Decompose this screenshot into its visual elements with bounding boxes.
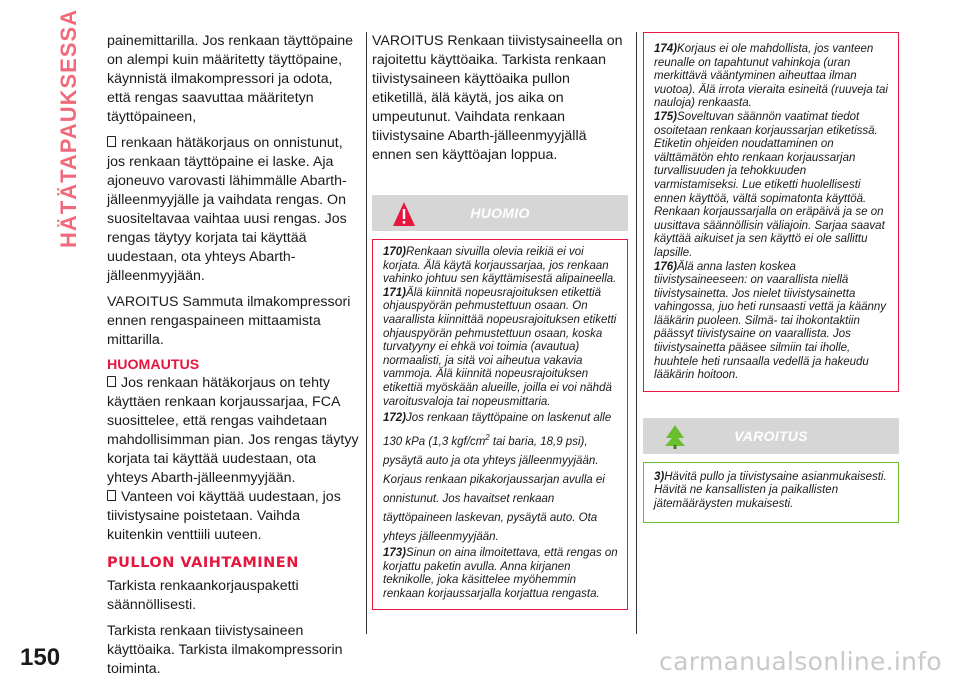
column-divider [366,32,367,634]
warning-box [372,239,628,610]
note-172: 172)Jos renkaan täyttöpaine on laskenut alle 130 kPa (1,3 kgf/$cm^2$ tai baria, 18,9 psi), pysäytä auto ja ota yhteys jälleenmyyjään. Korjaus renkaan pikakorjaussarjan avulla ei onnistunut. Jos havaitset renkaan täyttöpaineen laskevan, pysäytä auto. Ota yhteys jälleenmyyjään. [383,412,612,543]
page-number: 150 [20,644,61,671]
environment-tree-icon [663,424,687,450]
note-env-3: 3)Hävitä pullo ja tiivistysaine asianmukaisesti. Hävitä ne kansallisten ja paikallisten jätemääräysten mukaisesti. [654,470,887,511]
environment-box [643,462,899,523]
note-174: 174)Korjaus ei ole mahdollista, jos vanteen reunalle on tapahtunut vahinkoja (uran merkittävä vääntyminen aiheuttaa ilman vuotoa). Älä irrota vieraita esineitä (ruuveja tai nauloja) renkaasta. [654,43,888,110]
bullet-icon [107,490,117,502]
environment-header [643,418,899,454]
bullet-icon [107,376,117,388]
paragraph: painemittarilla. Jos renkaan täyttöpaine on alempi kuin määritetty täyttöpaine, käynnistä ilmakompressori ja odota, että rengas saavuttaa määritetyn täyttöpaineen, [107,33,354,125]
bullet-paragraph [107,488,359,545]
note-175: 175)Soveltuvan säännön vaatimat tiedot osoitetaan renkaan korjaussarjan etiketissä. Etiketin ohjeiden noudattaminen on välttämätön ehto renkaan korjaussarjan turvallisuuden ja tehokkuuden varmistamiseksi. Lue etiketti huolellisesti ennen käyttöä, vältä sopimatonta käyttöä. Renkaan korjaussarjalla on eräpäivä ja se on uusittava säännöllisin väliajoin. Sarjaa saavat käyttää aikuiset ja sen käyttö ei ole sallittu lapsille. [654,110,885,259]
paragraph-text: renkaan hätäkorjaus on onnistunut, jos renkaan täyttöpaine ei laske. Aja ajoneuvo varovasti lähimmälle Abarth-jälleenmyyjälle ja vaihdata rengas. On suositeltavaa vaihtaa uusi rengas. Jos rengas täytyy korjata tai käyttää uudestaan, ota yhteys Abarth-jälleenmyyjään. [107,135,347,284]
warning-title: HUOMIO [470,205,530,221]
section-heading: PULLON VAIHTAMINEN [107,555,299,571]
section-sidebar-title: HÄTÄTAPAUKSESSA [56,8,81,248]
paragraph-text: Jos renkaan hätäkorjaus on tehty käyttäen renkaan korjaussarjaa, FCA suosittelee, että rengas vaihdetaan mahdollisimman pian. Jos rengas täytyy korjata tai käyttää uudestaan, ota yhteys Abarth-jälleenmyyjään. [107,375,359,486]
note-171: 171)Älä kiinnitä nopeusrajoituksen etikettiä ohjauspyörän pehmustettuun osaan. On vaarallista kiinnittää nopeusrajoituksen etiketti ohjauspyörän pehmustettuun osaan, koska turvatyyny ei ehkä voi toimia (avautua) normaalisti, ja sitä voi aiheutua vakavia vammoja. Älä kiinnitä nopeusrajoituksen etikettiä myöskään alueille, joilla ei voi nähdä varoitusvaloja tai nopeusmittaria. [383,286,617,408]
notes-heading: HUOMAUTUS [107,357,200,373]
column-divider [636,32,637,634]
warning-box-continued [643,32,899,392]
warning-triangle-icon [392,201,416,227]
watermark: carmanualsonline.info [659,647,942,676]
note-176: 176)Älä anna lasten koskea tiivistysaineeseen: on vaarallista niellä tiivistysainetta. Jos nielet tiivistysainetta vahingossa, juo heti runsaasti vettä ja käänny lääkärin puoleen. Silmä- tai ihokontaktiin päässyt tiivistysaine on vaarallista. Jos tiivistysainetta pääsee silmiin tai iholle, huuhtele heti runsaalla vedellä ja hakeudu lääkärin hoitoon. [654,260,887,382]
paragraph: VAROITUS Renkaan tiivistysaineella on rajoitettu käyttöaika. Tarkista renkaan tiivistysaineen käyttöaika pullon etiketillä, älä käytä, jos aika on umpeutunut. Vaihdata renkaan tiivistysaine Abarth-jälleenmyyjällä ennen sen käyttöajan loppua. [372,33,623,163]
environment-title: VAROITUS [734,427,808,444]
column-right [643,32,899,523]
bullet-paragraph [107,134,359,286]
column-left [107,32,359,678]
paragraph: Tarkista renkaan tiivistysaineen käyttöaika. Tarkista ilmakompressorin toiminta. [107,623,343,677]
paragraph: VAROITUS Sammuta ilmakompressori ennen rengaspaineen mittaamista mittarilla. [107,294,351,348]
note-170: 170)Renkaan sivuilla olevia reikiä ei voi korjata. Älä käytä korjaussarjaa, jos renkaan vahinko johtuu sen käyttämisestä alipaineella. [383,246,617,286]
paragraph-text: Vanteen voi käyttää uudestaan, jos tiivistysaine poistetaan. Vaihda kuitenkin venttiili uuteen. [107,489,341,543]
warning-header [372,195,628,231]
column-middle [372,32,628,610]
bullet-icon [107,136,117,148]
bullet-paragraph [107,374,359,488]
paragraph: Tarkista renkaankorjauspaketti säännöllisesti. [107,578,299,613]
note-173: 173)Sinun on aina ilmoitettava, että rengas on korjattu paketin avulla. Anna kirjanen teknikolle, joka käsittelee myöhemmin renkaan korjaussarjalla korjattua rengasta. [383,546,618,600]
